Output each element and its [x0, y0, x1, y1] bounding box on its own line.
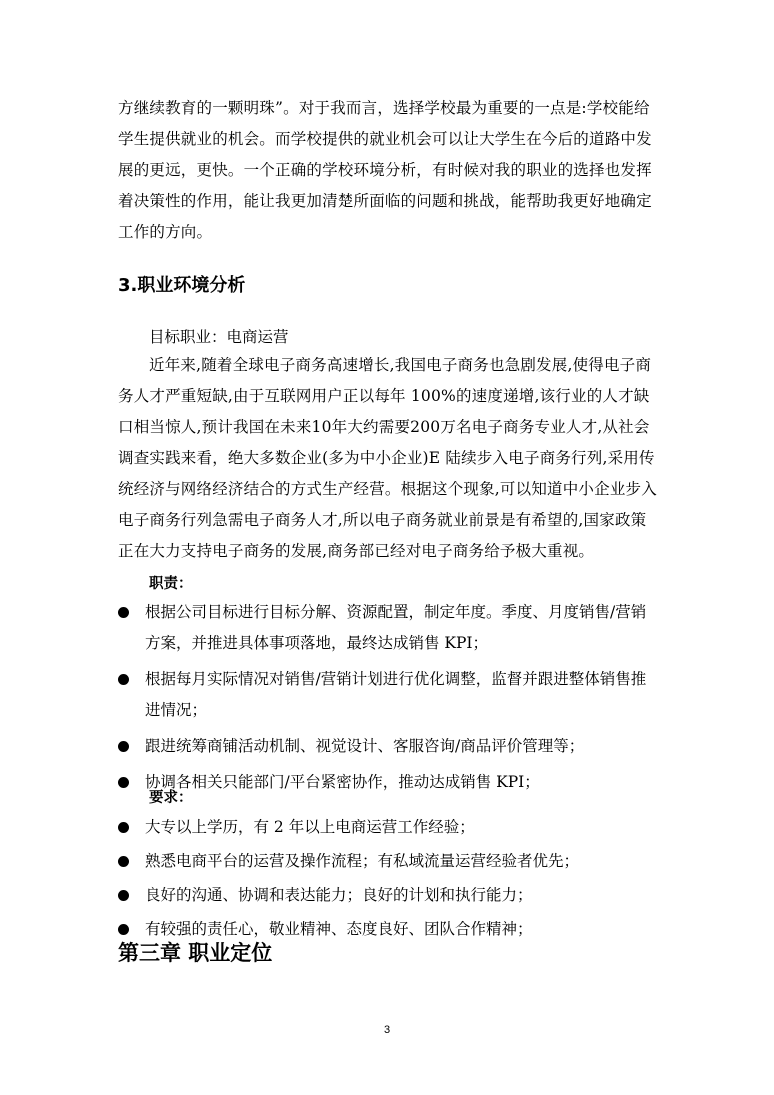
list-item	[118, 767, 658, 798]
bullet-icon	[118, 777, 129, 788]
requirement-text: 有较强的责任心，敬业精神、态度良好、团队合作精神；	[145, 920, 533, 938]
environment-paragraph: 近年来,随着全球电子商务高速增长,我国电子商务也急剧发展,使得电子商务人才严重短缺,由于互联网用户正以每年 100%的速度递增,该行业的人才缺口相当惊人,预计我国在未来10年大约需要200万名电子商务专业人才,从社会调查实践来看，绝大多数企业(多为中小企业)E 陆续步入电子商务行列,采用传统经济与网络经济结合的方式生产经营。根据这个现象,可以知道中小企业步入电子商务行列急需电子商务人才,所以电子商务就业前景是有希望的,国家政策正在大力支持电子商务的发展,商务部已经对电子商务给予极大重视。	[118, 356, 657, 560]
list-item	[118, 812, 658, 843]
bullet-icon	[118, 924, 129, 935]
bullet-icon	[118, 741, 129, 752]
requirement-text: 大专以上学历，有 2 年以上电商运营工作经验；	[145, 818, 475, 836]
duty-text: 跟进统筹商铺活动机制、视觉设计、客服咨询/商品评价管理等；	[145, 737, 585, 755]
section-heading: 3.职业环境分析	[118, 275, 246, 296]
chapter-heading: 第三章 职业定位	[118, 941, 273, 965]
list-item	[118, 664, 658, 726]
requirement-text: 熟悉电商平台的运营及操作流程；有私域流量运营经验者优先；	[145, 852, 580, 870]
list-item	[118, 880, 658, 911]
bullet-icon	[118, 856, 129, 867]
duties-label: 职责：	[149, 576, 193, 592]
requirement-text: 良好的沟通、协调和表达能力；良好的计划和执行能力；	[145, 886, 533, 904]
intro-paragraph: 方继续教育的一颗明珠”。对于我而言，选择学校最为重要的一点是:学校能给学生提供就业的机会。而学校提供的就业机会可以让大学生在今后的道路中发展的更远，更快。一个正确的学校环境分析，有时候对我的职业的选择也发挥着决策性的作用，能让我更加清楚所面临的问题和挑战，能帮助我更好地确定工作的方向。	[118, 99, 652, 241]
bullet-icon	[118, 890, 129, 901]
bullet-icon	[118, 822, 129, 833]
list-item	[118, 846, 658, 877]
list-item	[118, 731, 658, 762]
target-job: 目标职业：电商运营	[149, 328, 289, 346]
duties-list	[118, 597, 658, 798]
duty-text: 根据每月实际情况对销售/营销计划进行优化调整，监督并跟进整体销售推进情况；	[145, 670, 647, 719]
requirements-list	[118, 812, 658, 948]
requirements-label: 要求：	[149, 790, 193, 806]
page-number: 3	[383, 1024, 391, 1036]
duty-text: 协调各相关只能部门/平台紧密协作，推动达成销售 KPI；	[145, 773, 540, 791]
duty-text: 根据公司目标进行目标分解、资源配置，制定年度。季度、月度销售/营销方案，并推进具体事项落地，最终达成销售 KPI；	[145, 603, 647, 652]
bullet-icon	[118, 607, 129, 618]
list-item	[118, 597, 658, 659]
bullet-icon	[118, 674, 129, 685]
